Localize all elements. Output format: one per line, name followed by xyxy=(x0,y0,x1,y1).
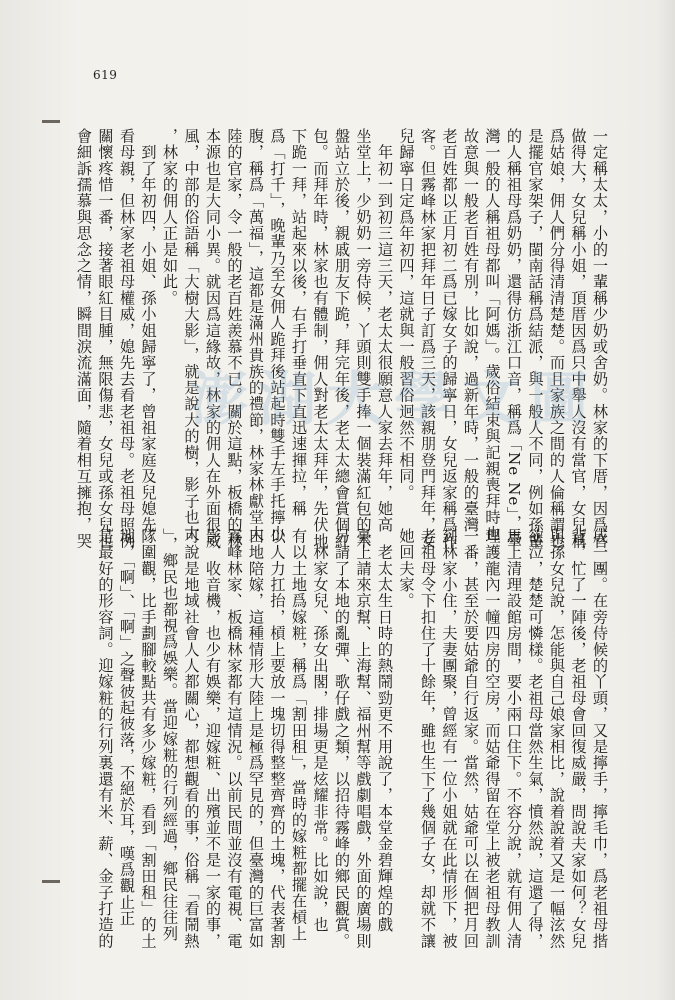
text-line: 田地陪嫁，這種情形大陸上是極爲罕見的，但臺灣的巨富如 xyxy=(247,528,265,950)
text-line: 她回夫家。 xyxy=(397,528,416,609)
text-line: 關懷疼惜一番，接著眼紅目腫，無限傷悲，女兒或孫女兒也 xyxy=(96,128,115,550)
scan-edge-mark xyxy=(42,120,60,123)
text-line: 可說是地域社會人人都關心，都想觀看的事，俗稱「看鬧熱 xyxy=(182,528,201,950)
top-text-block xyxy=(73,128,611,550)
text-line: 的人稱祖母爲奶奶，還得仿浙江口音，稱爲「Ne Ne」，臺 xyxy=(505,128,523,548)
text-line: 到林家小住，夫妻團聚，曾經有一位小姐就在此情形下，被 xyxy=(440,528,459,950)
text-line: 兒歸寧日定爲年初四，這就與一般習俗迥然不相同。 xyxy=(397,128,416,501)
text-line: 下跪一拜，站起來以後，右手打垂直下直迅速揮拉，稱 xyxy=(290,128,308,517)
text-line: 背，忙了一陣後，老祖母會回復威嚴，問說夫家如何？女兒 xyxy=(569,528,588,950)
text-line: 是最好的形容詞。迎嫁粧的行列裏還有米、薪、金子打造的 xyxy=(96,528,115,950)
text-line: 臺上請來京幫、上海幫、福州幫等戲劇唱戲，外面的廣場則 xyxy=(354,528,373,950)
bottom-text-block xyxy=(94,528,610,950)
text-line: 是擺官家架子，閩南話稱爲結派，與一般人不同，例如孫輩 xyxy=(526,128,545,550)
text-line: 理護龍內一幢四房的空房，而姑爺得留在堂上被老祖母教訓 xyxy=(483,528,502,950)
text-line: 風，中部的俗語稱「大樹大影」，就是說大的樹，影子也大 xyxy=(182,128,201,542)
text-line: 另請了本地的亂彈、歌仔戲之類，以招待霧峰的鄉民觀賞。 xyxy=(333,528,351,950)
text-line: 到了年初四，小姐、孫小姐歸寧了，曾祖家庭及兒媳先 xyxy=(139,128,158,533)
text-line: 坐堂上，少奶奶一旁侍候，丫頭則雙手捧一個裝滿紅包的木 xyxy=(354,128,373,550)
text-line: 包。而拜年時，林家也有體制，佣人對老太太拜年，先伏地 xyxy=(311,128,330,550)
text-line: 有以土地爲嫁粧，稱爲「割田租」，當時的嫁粧都擺在槓上 xyxy=(290,528,308,942)
text-line: 林家女兒、孫女出閣，排場更是炫耀非常。比如說，也 xyxy=(311,528,330,933)
text-line: 成一團。在旁侍候的丫頭，又是擰手，擰毛巾，爲老祖母揩 xyxy=(591,528,609,950)
page-gutter-shadow xyxy=(657,0,675,1000)
text-line: ，林家的佣人正是如此。 xyxy=(161,128,179,307)
text-line: 年初一到初三這三天，老太太很願意人家去拜年，她高 xyxy=(376,128,394,533)
text-line: 本源也是大同小異。就因爲這緣故，林家的佣人在外面很威 xyxy=(204,128,222,550)
text-line: 馬上清理設館房間，要小兩口住下。不容分說，就有佣人清 xyxy=(505,528,523,950)
text-line: 做得大，女兒稱小姐，頂厝因爲只中舉人沒有當官，女兒稱 xyxy=(569,128,588,550)
text-line: 與孫女兒說，怎能與自己娘家相比，說着說着又是一幅泫然 xyxy=(548,528,566,950)
text-line: 霧峰林家、板橋林家都有這情況。以前民間並沒有電視、電 xyxy=(225,528,244,950)
text-line: 隊圍觀，比手劃腳較點共有多少嫁粧，看到「割田租」的土 xyxy=(139,528,158,950)
text-line: 客。但霧峰林家把拜年日子訂爲三天，該親朋登門拜年，女 xyxy=(419,128,437,550)
text-line: 盤站立於後，親戚朋友下跪，拜完年後，老太太總會賞個紅 xyxy=(333,128,351,550)
text-line: 灣一般的人稱祖母都叫「阿媽」。歲俗結束與記親喪拜時也 xyxy=(483,128,502,542)
text-line: 欲泣，楚楚可憐樣。老祖母當然生氣，憤然說，這還了得， xyxy=(526,528,545,950)
text-line: 爲「打千」，晚輩乃至女佣人跪拜後站起時雙手左手托擰小 xyxy=(268,128,287,542)
page-number: 619 xyxy=(93,68,118,82)
text-line: 影、收音機，也少有娛樂，迎嫁粧、出殯並不是一家的事， xyxy=(204,528,222,950)
library-watermark: 澎湖大學文圖 xyxy=(190,365,599,433)
text-line: 老祖母令下扣住了十餘年，雖也生下了幾個子女，却就不讓 xyxy=(419,528,437,950)
text-line: 地，「啊」、「啊」之聲彼起彼落，不絕於耳，嘆爲觀止正 xyxy=(118,528,136,927)
text-line: 會細訴孺慕與思念之情，瞬間淚流滿面，隨着相互擁抱，哭 xyxy=(75,128,93,550)
text-line: 看母親，但林家老祖母權威，媳先去看老祖母。老祖母照例 xyxy=(118,128,136,550)
text-line: 一定稱太太，小的一輩稱少奶或舍奶。林家的下厝，因爲官 xyxy=(591,128,609,550)
text-line: 故意與一般老百姓有別，比如說，過新年時，一般的臺灣 xyxy=(462,128,480,533)
text-line: 陸的官家，令一般的老百姓羨慕不已。關於這點，板橋的林 xyxy=(225,128,244,550)
text-line: 一番，甚至於要姑爺自行返家。當然，姑爺可以在個把月回 xyxy=(462,528,480,950)
text-line: 老太太生日時的熱鬧勁更不用說了，本堂金碧輝煌的戲 xyxy=(376,528,394,933)
text-line: 腹，稱爲「萬福」，這都是滿州貴族的禮節，林家林獻堂大 xyxy=(247,128,265,542)
text-line: 以人力扛抬，槓上要放一塊切得整整齊齊的土塊，代表著割 xyxy=(268,528,287,950)
text-line: 老百姓都以正月初二爲已嫁女子的歸寧日，女兒返家稱爲作 xyxy=(440,128,459,550)
scan-edge-mark xyxy=(42,880,60,883)
text-line: 爲姑娘，佣人們分得清清楚楚。而且家族之間的人倫稱謂也 xyxy=(548,128,566,550)
text-line: 」，鄉民也都視爲娛樂。當迎嫁粧的行列經過，鄉民往往列 xyxy=(161,528,179,942)
